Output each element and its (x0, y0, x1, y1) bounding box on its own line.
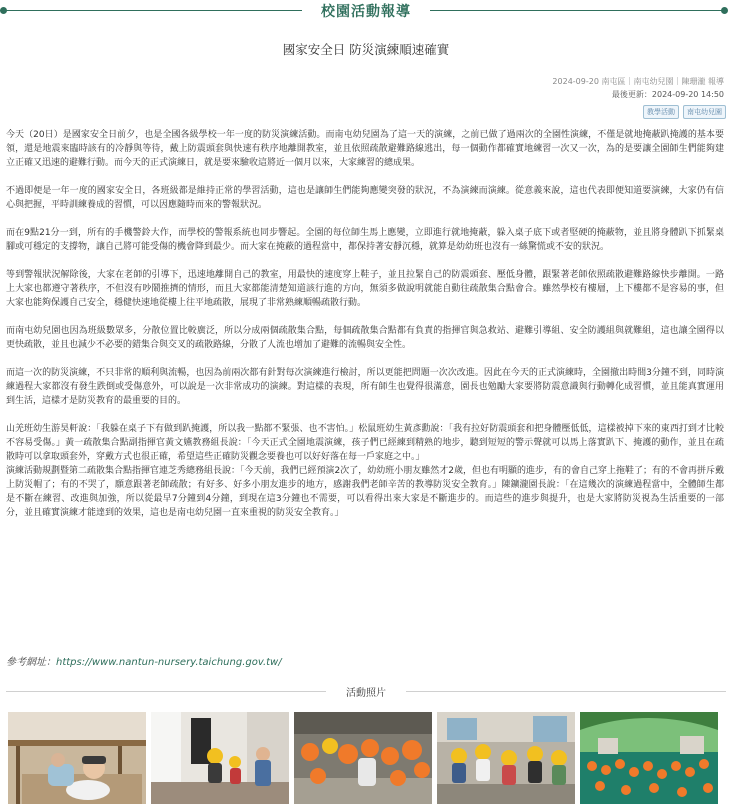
source-label: 參考網址： (6, 657, 56, 668)
article-title: 國家安全日 防災演練順速確實 (282, 42, 450, 57)
article-paragraph: 而這一次的防災演練，不只非常的順利與流暢，也因為前兩次都有針對每次演練進行檢討，所以更能把問題一次次改進。因此在今天的正式演練時，全園撤出時間3分鐘不到，同時演練過程大家都沒有發生跌倒或受傷意外，可以說是一次非常成功的演練。對這樣的表現，所有師生也覺得很滿意，園長也勉勵大家要將防震意識與行動轉化成習慣，並且能真實運用到生活，這樣才是防災教育的最重要的目的。 (6, 368, 724, 406)
photo-playground-gathering (580, 712, 718, 804)
divider-line (6, 691, 326, 692)
photos-header (0, 683, 732, 699)
source-link[interactable]: https://www.nantun-nursery.taichung.gov.tw/ (56, 657, 282, 668)
activity-photo-2[interactable] (151, 712, 289, 804)
section-title: 校園活動報導 (321, 4, 411, 20)
article-paragraph: 等到警報狀況解除後，大家在老師的引導下，迅速地離開自己的教室，用最快的速度穿上鞋子，並且拉緊自己的防震頭套、壓低身體，跟緊著老師依照疏散避難路線快步離開。一路上大家也都遵守著秩序，不但沒有吵鬧推擠的情形，而且大家都能清楚知道該行進的方向，無須多做說明就能自動往疏散集合點會合。雖然學校有樓層，上下樓都不是容易的事，但大家也能夠保護自己安全，穩健快速地從樓上往平地疏散，展現了非常熟練順暢疏散行動。 (6, 270, 724, 308)
article-paragraph: 而南屯幼兒園也因為班級數眾多，分散位置比較廣泛，所以分成兩個疏散集合點，每個疏散集合點都有負責的指揮官與急救站、避難引導組、安全防護組與就難組，這也讓全園得以更快疏散，並且也減少不必要的錯集合與交叉的疏散路線，分散了人流也增加了避難的流暢與安全性。 (6, 326, 724, 350)
activity-photo-1[interactable] (8, 712, 146, 804)
article-paragraph: 今天（20日）是國家安全日前夕，也是全國各級學校一年一度的防災演練活動。而南屯幼兒園為了這一天的演練，之前已做了過兩次的全園性演練，不僅是就地掩蔽趴掩護的基本要領，還是地震來臨時該有的冷靜與等待，戴上防震頭套與快速有秩序地離開教室，並且依照疏散避難路線逃出，每一個動作都確實地練習一次又一次，為的是要讓全園師生們能夠建立正確又迅速的避難行動。而今天的正式演練日，就是要來驗收這將近一個月以來，大家練習的總成果。 (6, 130, 724, 168)
photos-title: 活動照片 (346, 688, 386, 699)
article-paragraph: 而在9點21分一到，所有的手機警鈴大作，而學校的警報系統也同步響起。全園的每位師生馬上應變，立即進行就地掩蔽，躲入桌子底下或者堅硬的掩蔽物，並且將身體趴下抓緊桌腳或可穩定的支撐物，讓自己將可能受傷的機會降到最少。而大家在掩蔽的過程當中，都保持著安靜沉穩，就算是幼幼班也沒有一絲驚慌或不安的狀況。 (6, 228, 724, 252)
article-updated: 最後更新：2024-09-20 14:50 (611, 90, 724, 99)
activity-photo-5[interactable] (580, 712, 718, 804)
tag-list (643, 105, 726, 119)
photo-children-in-hallway (151, 712, 289, 804)
article-byline: 2024-09-20 南屯區｜南屯幼兒園｜陳珊瀧 報導 (552, 77, 724, 86)
source-reference (6, 653, 282, 668)
article-body (6, 128, 724, 520)
section-header (0, 0, 732, 22)
divider-line (406, 691, 726, 692)
photo-children-orange-hoods (294, 712, 432, 804)
tag-kindergarten[interactable]: 南屯幼兒園 (683, 105, 726, 119)
photo-children-yellow-helmets (437, 712, 575, 804)
tag-teaching-activity[interactable]: 教學活動 (643, 105, 679, 119)
photo-child-under-desk (8, 712, 146, 804)
divider-line (430, 10, 722, 11)
article-paragraph: 演練活動規劃暨第二疏散集合點指揮官連芝秀總務組長說：「今天前，我們已經預演2次了，幼幼班小朋友雖然才2歲，但也有明顯的進步，有的會自己穿上拖鞋了；有的不會再拼斥戴上防災帽了；有的不哭了，願意跟著老師疏散；有好多、好多小朋友進步的地方，感謝我們老師辛苦的教導防災安全教育。」陳鑛瀧園長說：「在這幾次的演練過程當中，全體師生都是不斷在練習、改進與加強，所以從最早7分鐘到4分鐘，到現在這3分鐘也不需要，可以看得出來大家是不斷進步的。而這些的進步與提升，也是大家將防災視為生活重要的一部分，並且確實演練才能達到的效果，這也是南屯幼兒園一直來重視的防災安全教育。」 (6, 466, 724, 518)
activity-photo-3[interactable] (294, 712, 432, 804)
divider-line (0, 10, 302, 11)
photo-gallery (8, 712, 718, 804)
article-paragraph: 山羌班幼生游昊軒說：「我躲在桌子下有做到趴掩護，所以我一點都不緊張、也不害怕。」松鼠班幼生黃彥勳說：「我有拉好防震頭套和把身體壓低低，這樣被掉下來的東西打到才比較不容易受傷。」黃一疏散集合點副指揮官黃文嬿教務組長說：「今天正式全園地震演練，孩子們已經練到精熟的地步，聽到短短的警示聲就可以馬上落實趴下、掩護的動作，並且在疏散時可以拿取頭套外，穿戴方式也很正確，希望這些正確防災觀念要養也可以好好落在每一戶家庭之中。」 (6, 424, 724, 462)
divider-dot (721, 7, 728, 14)
activity-photo-4[interactable] (437, 712, 575, 804)
article-paragraph: 不過即便是一年一度的國家安全日，各班級都是維持正常的學習活動，這也是讓師生們能夠應變突發的狀況，不為演練而演練。從意義來說，這也代表即便知道要演練，大家仍有信心與把握，平時訓練養成的習慣，可以因應隨時而來的警報狀況。 (6, 186, 724, 210)
